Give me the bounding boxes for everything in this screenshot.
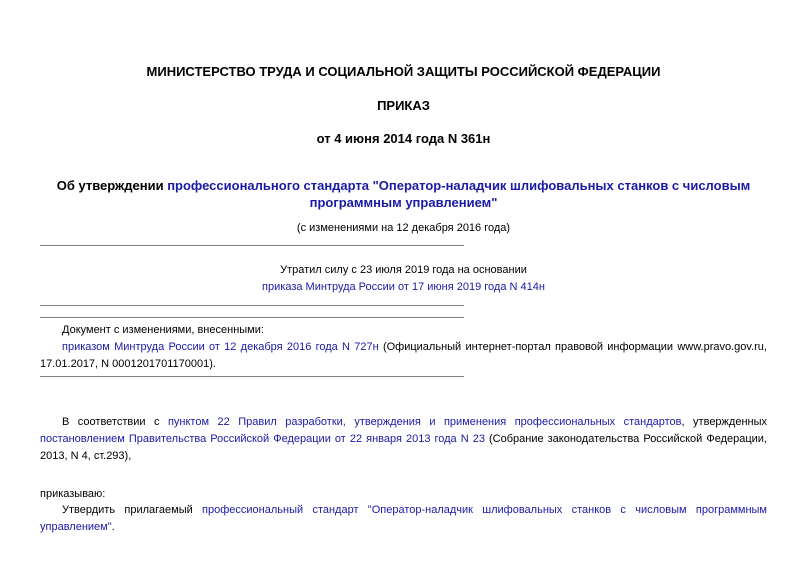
government-resolution-link[interactable]: постановлением Правительства Российской Федерации от 22 января 2013 года N 23 (40, 433, 485, 445)
preamble-line1: В соответствии с пунктом 22 Правил разработки, утверждения и применения профессиональных стандартов, утвержденных (62, 416, 768, 428)
changes-intro: Документ с изменениями, внесенными: (62, 324, 264, 336)
preamble-paragraph (40, 414, 767, 465)
divider (40, 376, 464, 377)
doc-type-heading: ПРИКАЗ (377, 98, 430, 113)
approved-standard-link-line1[interactable]: профессиональный стандарт "Оператор-наладчик шлифовальных станков с числовым программным (202, 504, 767, 516)
standard-title-link-line1[interactable]: профессионального стандарта "Оператор-наладчик шлифовальных станков с числовым (167, 178, 751, 193)
approve-line2: управлением". (40, 521, 115, 533)
standard-title-link-line2[interactable]: программным управлением" (309, 195, 498, 210)
expired-order-link[interactable]: приказа Минтруда России от 17 июня 2019 года N 414н (262, 281, 545, 293)
amending-order-link[interactable]: приказом Минтруда России от 12 декабря 2016 года N 727н (62, 341, 379, 353)
changes-source: (Официальный интернет-портал правовой информации www.pravo.gov.ru, (378, 341, 767, 353)
order-word: приказываю: (40, 488, 106, 500)
changes-block (40, 322, 767, 373)
ministry-heading: МИНИСТЕРСТВО ТРУДА И СОЦИАЛЬНОЙ ЗАЩИТЫ РОССИЙСКОЙ ФЕДЕРАЦИИ (146, 64, 661, 79)
expired-note: Утратил силу с 23 июля 2019 года на основании (280, 264, 527, 276)
document-title (0, 177, 807, 211)
approve-paragraph (40, 502, 767, 536)
changes-line2: 17.01.2017, N 0001201701170001). (40, 358, 216, 370)
approved-standard-link-line2[interactable]: управлением" (40, 521, 112, 533)
preamble-line3: 2013, N 4, ст.293), (40, 450, 132, 462)
date-number-heading: от 4 июня 2014 года N 361н (316, 131, 491, 146)
title-prefix: Об утверждении (56, 178, 168, 193)
divider (40, 245, 464, 246)
preamble-line2: постановлением Правительства Российской Федерации от 22 января 2013 года N 23 (Собрание законодательства Российской Федерации, (40, 433, 767, 445)
changes-line1 (40, 339, 767, 356)
approve-line1: Утвердить прилагаемый профессиональный стандарт "Оператор-наладчик шлифовальных станков с числовым программным (62, 504, 767, 516)
rules-point-link[interactable]: пунктом 22 Правил разработки, утверждения и применения профессиональных стандартов (167, 416, 682, 428)
amendments-note: (с изменениями на 12 декабря 2016 года) (296, 222, 511, 234)
divider (40, 317, 464, 318)
divider (40, 305, 464, 306)
